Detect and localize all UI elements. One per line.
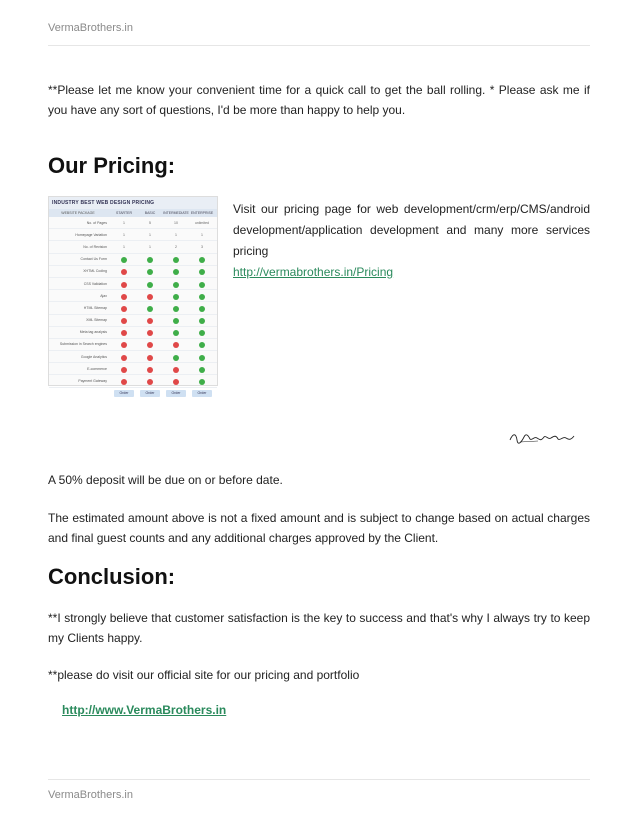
pricing-image-cell: 1 (149, 244, 151, 249)
pricing-image-cell: 1 (149, 232, 151, 237)
pricing-image-order-button: Order (140, 390, 160, 397)
pricing-image-cell: 2 (175, 244, 177, 249)
pricing-image-col-header: BASIC (144, 211, 156, 215)
cross-icon (111, 372, 137, 390)
pricing-image-cell: 5 (149, 220, 151, 225)
pricing-image-cell: 1 (175, 232, 177, 237)
pricing-image-row-label: CSS Validation (83, 281, 107, 286)
conclusion-paragraph-2: **please do visit our official site for our pricing and portfolio (48, 668, 360, 682)
pricing-image-col-header: ENTERPRISE (190, 211, 214, 215)
pricing-image-row-label: No. of Revision (83, 244, 107, 249)
pricing-image-row-label: E-commerce (87, 366, 107, 371)
cross-icon (163, 372, 189, 390)
pricing-image-cell: unlimited (194, 220, 209, 225)
pricing-image-row-label: XHTML Coding (83, 269, 107, 274)
pricing-image-row-label: Payment Gateway (78, 379, 107, 384)
pricing-image-footer (49, 390, 217, 397)
header-divider (48, 45, 590, 46)
footer-divider (48, 779, 590, 780)
pricing-image-row-label: Contact Us Form (80, 257, 107, 262)
pricing-image-col-header: WEBSITE PACKAGE (61, 211, 95, 215)
check-icon (189, 372, 215, 390)
pricing-image-cell: 1 (201, 232, 203, 237)
pricing-image-row (49, 375, 217, 387)
pricing-table-image (48, 196, 218, 395)
intro-paragraph: **Please let me know your convenient time for a quick call to get the ball rolling. * Please ask me if you have any sort of questions, I'd be more than happy to help you. (48, 83, 590, 117)
pricing-image-row-label: Homepage Variation (75, 232, 107, 237)
pricing-image-row-label: Submission in Search engines (59, 342, 107, 347)
pricing-image-col-header: STARTER (115, 211, 132, 215)
pricing-image-row-label: HTML Sitemap (83, 305, 107, 310)
pricing-image-row (49, 217, 217, 229)
pricing-image-cell: 10 (174, 220, 178, 225)
pricing-image-cell: 1 (123, 244, 125, 249)
pricing-image-row (49, 229, 217, 241)
pricing-image-row-label: No. of Pages (86, 220, 107, 225)
pricing-image-rows (49, 217, 217, 388)
pricing-heading: Our Pricing: (48, 153, 176, 178)
header-site: VermaBrothers.in (48, 22, 133, 34)
pricing-image-cell: 1 (123, 220, 125, 225)
pricing-image-row-label: Meta tag analysis (79, 330, 107, 335)
signature-image (508, 429, 576, 445)
conclusion-heading: Conclusion: (48, 564, 176, 589)
estimate-paragraph: The estimated amount above is not a fixed amount and is subject to change based on actual charges and final guest counts and any additional charges approved by the Client. (48, 511, 590, 545)
pricing-image-cell: 3 (201, 244, 203, 249)
deposit-paragraph: A 50% deposit will be due on or before date. (48, 473, 283, 487)
conclusion-paragraph-1: **I strongly believe that customer satisfaction is the key to success and that's why I always try to keep my Clients happy. (48, 611, 590, 645)
official-site-link[interactable]: http://www.VermaBrothers.in (62, 703, 227, 717)
pricing-image-row-label: Google Analytics (80, 354, 107, 359)
pricing-visit-text: Visit our pricing page for web development/crm/erp/CMS/android development/application development and many more services pricing (233, 202, 590, 258)
footer-site: VermaBrothers.in (48, 789, 133, 801)
pricing-image-header-row (49, 209, 217, 217)
pricing-image-order-button: Order (192, 390, 212, 397)
pricing-image-cell: 1 (123, 232, 125, 237)
cross-icon (137, 372, 163, 390)
pricing-link[interactable]: http://vermabrothers.in/Pricing (233, 265, 394, 279)
pricing-visit-block (233, 199, 590, 283)
pricing-image-col-header: INTERMEDIATE (163, 211, 189, 215)
pricing-image-row-label: XML Sitemap (86, 318, 107, 323)
pricing-image-order-button: Order (166, 390, 186, 397)
pricing-image-row-label: Ajax (100, 293, 107, 298)
pricing-image-order-button: Order (114, 390, 134, 397)
pricing-image-title: INDUSTRY BEST WEB DESIGN PRICING (49, 197, 217, 209)
